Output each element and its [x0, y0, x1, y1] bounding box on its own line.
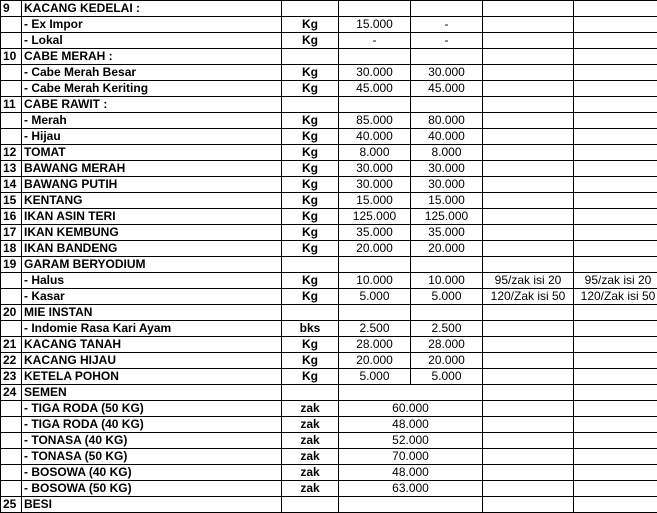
price-previous: 35.000 — [339, 225, 411, 241]
note-current — [574, 481, 657, 497]
price-previous: 30.000 — [339, 65, 411, 81]
note-current — [574, 433, 657, 449]
item-unit: Kg — [282, 337, 339, 353]
item-number: 14 — [1, 177, 22, 193]
table-body — [1, 1, 657, 513]
item-name: KENTANG — [22, 193, 282, 209]
note-previous — [483, 65, 574, 81]
item-name: - Halus — [22, 273, 282, 289]
table-row[interactable] — [1, 305, 657, 321]
item-name: BAWANG MERAH — [22, 161, 282, 177]
price-current: 20.000 — [411, 353, 483, 369]
price-previous — [339, 305, 411, 321]
item-name: - Kasar — [22, 289, 282, 305]
price-previous: 30.000 — [339, 177, 411, 193]
price-current — [411, 257, 483, 273]
item-name: BESI — [22, 497, 282, 513]
item-number — [1, 129, 22, 145]
item-name: KACANG TANAH — [22, 337, 282, 353]
table-row[interactable] — [1, 241, 657, 257]
item-number — [1, 17, 22, 33]
item-unit — [282, 1, 339, 17]
note-previous — [483, 225, 574, 241]
item-number — [1, 33, 22, 49]
note-current — [574, 33, 657, 49]
note-current — [574, 305, 657, 321]
note-current — [574, 385, 657, 401]
note-previous — [483, 177, 574, 193]
item-name: IKAN KEMBUNG — [22, 225, 282, 241]
item-number: 19 — [1, 257, 22, 273]
item-price: 60.000 — [339, 401, 483, 417]
item-price: 70.000 — [339, 449, 483, 465]
price-previous: 40.000 — [339, 129, 411, 145]
price-current — [411, 305, 483, 321]
note-current — [574, 401, 657, 417]
note-previous — [483, 497, 574, 513]
item-unit: bks — [282, 321, 339, 337]
item-name: SEMEN — [22, 385, 282, 401]
price-previous — [339, 257, 411, 273]
note-previous — [483, 161, 574, 177]
table-row[interactable] — [1, 433, 657, 449]
note-current — [574, 225, 657, 241]
item-number: 22 — [1, 353, 22, 369]
item-name: MIE INSTAN — [22, 305, 282, 321]
item-number — [1, 81, 22, 97]
note-previous — [483, 305, 574, 321]
table-row[interactable] — [1, 161, 657, 177]
item-name: - Hijau — [22, 129, 282, 145]
item-name: - TIGA RODA (40 KG) — [22, 417, 282, 433]
item-name: - Ex Impor — [22, 17, 282, 33]
table-row[interactable] — [1, 449, 657, 465]
note-current — [574, 17, 657, 33]
table-row[interactable] — [1, 225, 657, 241]
item-unit: Kg — [282, 33, 339, 49]
item-number — [1, 417, 22, 433]
item-number: 17 — [1, 225, 22, 241]
price-previous: 10.000 — [339, 273, 411, 289]
table-row[interactable] — [1, 33, 657, 49]
item-number — [1, 465, 22, 481]
note-previous — [483, 449, 574, 465]
item-unit: Kg — [282, 273, 339, 289]
item-name: KETELA POHON — [22, 369, 282, 385]
item-unit — [282, 97, 339, 113]
item-number: 20 — [1, 305, 22, 321]
note-previous — [483, 193, 574, 209]
item-number — [1, 273, 22, 289]
price-current: 15.000 — [411, 193, 483, 209]
note-previous — [483, 417, 574, 433]
item-name: IKAN BANDENG — [22, 241, 282, 257]
item-unit: zak — [282, 465, 339, 481]
note-current — [574, 113, 657, 129]
table-row[interactable] — [1, 145, 657, 161]
note-current: 95/zak isi 20 — [574, 273, 657, 289]
price-previous: 15.000 — [339, 17, 411, 33]
item-number: 24 — [1, 385, 22, 401]
item-unit — [282, 305, 339, 321]
note-previous — [483, 401, 574, 417]
item-name: BAWANG PUTIH — [22, 177, 282, 193]
item-unit: Kg — [282, 113, 339, 129]
item-price — [339, 385, 483, 401]
price-current — [411, 49, 483, 65]
price-previous — [339, 1, 411, 17]
item-unit — [282, 497, 339, 513]
note-current — [574, 97, 657, 113]
table-row[interactable] — [1, 465, 657, 481]
note-current — [574, 177, 657, 193]
price-previous — [339, 49, 411, 65]
price-current: 10.000 — [411, 273, 483, 289]
note-previous — [483, 481, 574, 497]
item-price: 48.000 — [339, 465, 483, 481]
item-number — [1, 401, 22, 417]
item-name: - TIGA RODA (50 KG) — [22, 401, 282, 417]
note-current — [574, 337, 657, 353]
note-previous — [483, 209, 574, 225]
item-unit: Kg — [282, 81, 339, 97]
note-current — [574, 257, 657, 273]
price-current: 35.000 — [411, 225, 483, 241]
note-previous — [483, 33, 574, 49]
note-previous — [483, 257, 574, 273]
item-unit: zak — [282, 433, 339, 449]
price-previous: 28.000 — [339, 337, 411, 353]
item-price: 48.000 — [339, 417, 483, 433]
note-previous — [483, 97, 574, 113]
item-name: - Cabe Merah Besar — [22, 65, 282, 81]
note-previous — [483, 129, 574, 145]
item-name: - TONASA (50 KG) — [22, 449, 282, 465]
item-price — [339, 497, 483, 513]
item-unit: zak — [282, 481, 339, 497]
item-name: - TONASA (40 KG) — [22, 433, 282, 449]
table-row[interactable] — [1, 257, 657, 273]
item-name: - Merah — [22, 113, 282, 129]
price-current: 125.000 — [411, 209, 483, 225]
price-previous: 30.000 — [339, 161, 411, 177]
table-row[interactable] — [1, 497, 657, 513]
price-current — [411, 97, 483, 113]
table-row[interactable] — [1, 209, 657, 225]
note-current: 120/Zak isi 50 — [574, 289, 657, 305]
item-unit — [282, 49, 339, 65]
price-previous: 20.000 — [339, 353, 411, 369]
item-number — [1, 433, 22, 449]
item-number: 10 — [1, 49, 22, 65]
item-number: 12 — [1, 145, 22, 161]
price-previous: 5.000 — [339, 369, 411, 385]
item-name: KACANG KEDELAI : — [22, 1, 282, 17]
item-number: 25 — [1, 497, 22, 513]
item-number — [1, 113, 22, 129]
item-unit: Kg — [282, 193, 339, 209]
item-name: GARAM BERYODIUM — [22, 257, 282, 273]
note-current — [574, 465, 657, 481]
table-row[interactable] — [1, 177, 657, 193]
item-unit: Kg — [282, 209, 339, 225]
note-current — [574, 65, 657, 81]
item-name: TOMAT — [22, 145, 282, 161]
item-name: IKAN ASIN TERI — [22, 209, 282, 225]
item-number — [1, 481, 22, 497]
note-current — [574, 1, 657, 17]
item-number: 16 — [1, 209, 22, 225]
item-unit: Kg — [282, 353, 339, 369]
item-name: CABE MERAH : — [22, 49, 282, 65]
price-current: 30.000 — [411, 177, 483, 193]
item-unit: Kg — [282, 145, 339, 161]
note-previous — [483, 17, 574, 33]
item-name: - BOSOWA (50 KG) — [22, 481, 282, 497]
note-current — [574, 369, 657, 385]
note-previous: 120/Zak isi 50 — [483, 289, 574, 305]
table-row[interactable] — [1, 273, 657, 289]
item-unit: Kg — [282, 161, 339, 177]
note-current — [574, 81, 657, 97]
item-unit: Kg — [282, 369, 339, 385]
item-number: 23 — [1, 369, 22, 385]
note-previous — [483, 353, 574, 369]
note-current — [574, 161, 657, 177]
note-current — [574, 193, 657, 209]
note-previous — [483, 241, 574, 257]
price-previous: 45.000 — [339, 81, 411, 97]
price-previous: 125.000 — [339, 209, 411, 225]
item-number: 13 — [1, 161, 22, 177]
table-row[interactable] — [1, 321, 657, 337]
item-unit — [282, 385, 339, 401]
note-previous — [483, 465, 574, 481]
item-name: - BOSOWA (40 KG) — [22, 465, 282, 481]
note-previous — [483, 433, 574, 449]
item-number: 9 — [1, 1, 22, 17]
note-previous — [483, 321, 574, 337]
item-number — [1, 65, 22, 81]
price-current: 45.000 — [411, 81, 483, 97]
note-current — [574, 241, 657, 257]
item-name: - Lokal — [22, 33, 282, 49]
note-previous: 95/zak isi 20 — [483, 273, 574, 289]
note-previous — [483, 113, 574, 129]
item-unit — [282, 257, 339, 273]
note-previous — [483, 1, 574, 17]
price-current: 28.000 — [411, 337, 483, 353]
item-unit: zak — [282, 401, 339, 417]
note-current — [574, 145, 657, 161]
item-name: KACANG HIJAU — [22, 353, 282, 369]
price-current: - — [411, 33, 483, 49]
price-current: - — [411, 17, 483, 33]
note-current — [574, 449, 657, 465]
note-current — [574, 353, 657, 369]
item-unit: Kg — [282, 177, 339, 193]
note-current — [574, 417, 657, 433]
note-previous — [483, 81, 574, 97]
table-row[interactable] — [1, 113, 657, 129]
price-current: 2.500 — [411, 321, 483, 337]
price-previous: 85.000 — [339, 113, 411, 129]
table-row[interactable] — [1, 353, 657, 369]
price-current: 20.000 — [411, 241, 483, 257]
table-row[interactable] — [1, 129, 657, 145]
price-current: 5.000 — [411, 369, 483, 385]
price-previous: 20.000 — [339, 241, 411, 257]
price-current — [411, 1, 483, 17]
price-previous: 8.000 — [339, 145, 411, 161]
table-row[interactable] — [1, 401, 657, 417]
note-current — [574, 209, 657, 225]
item-unit: Kg — [282, 289, 339, 305]
item-name: CABE RAWIT : — [22, 97, 282, 113]
item-number: 15 — [1, 193, 22, 209]
item-unit: Kg — [282, 225, 339, 241]
price-previous: 15.000 — [339, 193, 411, 209]
price-previous: - — [339, 33, 411, 49]
item-name: - Indomie Rasa Kari Ayam — [22, 321, 282, 337]
note-current — [574, 321, 657, 337]
table-row[interactable] — [1, 49, 657, 65]
price-previous — [339, 97, 411, 113]
note-previous — [483, 145, 574, 161]
price-current: 5.000 — [411, 289, 483, 305]
note-current — [574, 49, 657, 65]
price-current: 30.000 — [411, 161, 483, 177]
table-row[interactable] — [1, 65, 657, 81]
item-unit: zak — [282, 449, 339, 465]
item-name: - Cabe Merah Keriting — [22, 81, 282, 97]
table-row[interactable] — [1, 417, 657, 433]
item-number: 18 — [1, 241, 22, 257]
note-previous — [483, 385, 574, 401]
note-current — [574, 497, 657, 513]
note-previous — [483, 337, 574, 353]
note-previous — [483, 49, 574, 65]
table-row[interactable] — [1, 97, 657, 113]
item-unit: Kg — [282, 17, 339, 33]
table-row[interactable] — [1, 481, 657, 497]
price-previous: 2.500 — [339, 321, 411, 337]
price-current: 40.000 — [411, 129, 483, 145]
table-row[interactable] — [1, 337, 657, 353]
table-row[interactable] — [1, 369, 657, 385]
table-row[interactable] — [1, 385, 657, 401]
price-current: 8.000 — [411, 145, 483, 161]
table-row[interactable] — [1, 81, 657, 97]
item-number — [1, 321, 22, 337]
item-price: 52.000 — [339, 433, 483, 449]
item-unit: Kg — [282, 129, 339, 145]
note-current — [574, 129, 657, 145]
item-unit: Kg — [282, 65, 339, 81]
price-current: 30.000 — [411, 65, 483, 81]
note-previous — [483, 369, 574, 385]
item-price: 63.000 — [339, 481, 483, 497]
table-row[interactable] — [1, 1, 657, 17]
item-unit: zak — [282, 417, 339, 433]
item-number: 11 — [1, 97, 22, 113]
price-previous: 5.000 — [339, 289, 411, 305]
item-number — [1, 449, 22, 465]
price-current: 80.000 — [411, 113, 483, 129]
table-row[interactable] — [1, 193, 657, 209]
item-number — [1, 289, 22, 305]
table-row[interactable] — [1, 17, 657, 33]
table-row[interactable] — [1, 289, 657, 305]
item-number: 21 — [1, 337, 22, 353]
item-unit: Kg — [282, 241, 339, 257]
